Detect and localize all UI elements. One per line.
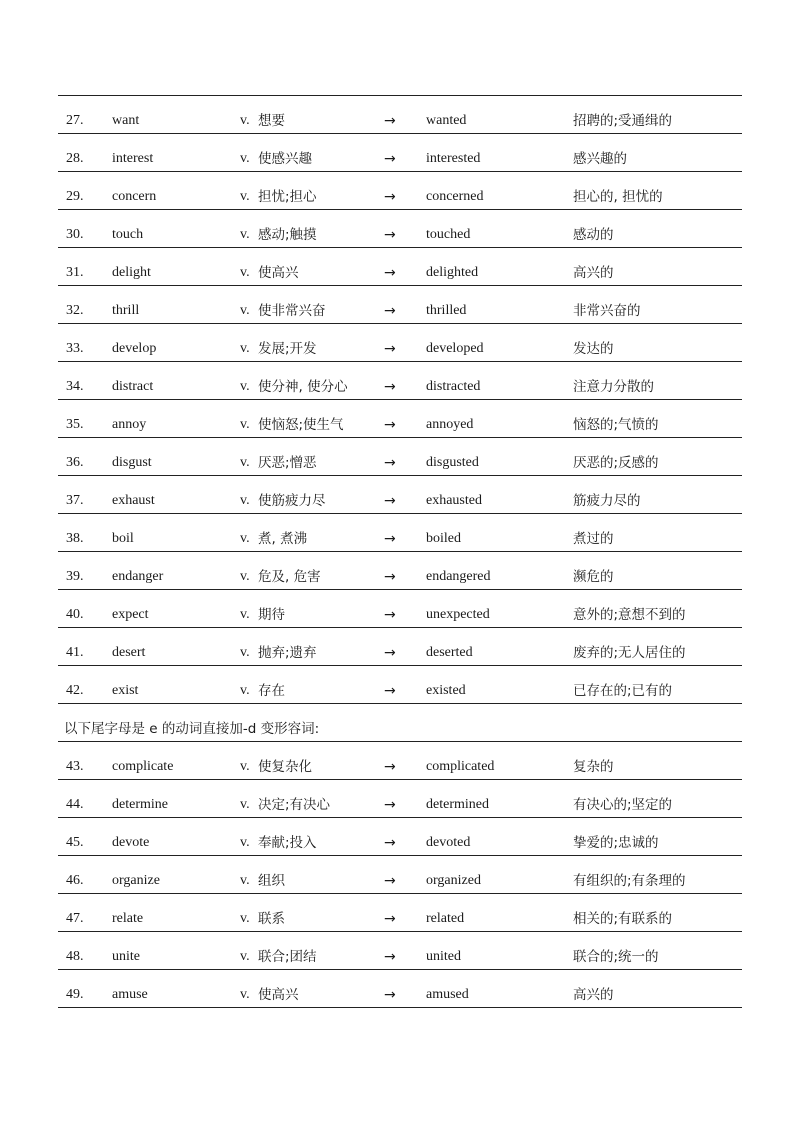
- adjective-word: deserted: [426, 645, 473, 660]
- adjective-word: existed: [426, 683, 466, 698]
- adjective-meaning: 相关的;有联系的: [573, 911, 673, 927]
- entry-number: 41.: [66, 645, 84, 660]
- adjective-meaning: 感动的: [573, 227, 614, 243]
- table-row: [58, 400, 742, 437]
- adjective-meaning: 感兴趣的: [573, 151, 627, 167]
- adjective-word: delighted: [426, 265, 479, 280]
- verb-meaning: 决定;有决心: [258, 797, 331, 813]
- adjective-meaning: 注意力分散的: [573, 379, 654, 395]
- verb-word: concern: [112, 189, 157, 204]
- adjective-meaning: 联合的;统一的: [573, 949, 659, 965]
- verb-word: want: [112, 113, 140, 128]
- adjective-meaning: 高兴的: [573, 987, 614, 1003]
- part-of-speech: v.: [240, 987, 250, 1002]
- part-of-speech: v.: [240, 569, 250, 584]
- table-row: [58, 438, 742, 475]
- verb-word: exist: [112, 683, 139, 698]
- part-of-speech: v.: [240, 683, 250, 698]
- adjective-meaning: 意外的;意想不到的: [573, 607, 686, 623]
- adjective-word: disgusted: [426, 455, 479, 470]
- arrow-icon: →: [384, 569, 396, 585]
- entry-number: 35.: [66, 417, 84, 432]
- adjective-meaning: 已存在的;已有的: [573, 683, 673, 699]
- verb-meaning: 期待: [258, 607, 285, 623]
- arrow-icon: →: [384, 607, 396, 623]
- adjective-meaning: 废弃的;无人居住的: [573, 645, 686, 661]
- arrow-icon: →: [384, 417, 396, 433]
- entry-number: 48.: [66, 949, 84, 964]
- arrow-icon: →: [384, 949, 396, 965]
- adjective-word: boiled: [426, 531, 461, 546]
- verb-meaning: 使高兴: [258, 987, 299, 1003]
- adjective-meaning: 高兴的: [573, 265, 614, 281]
- part-of-speech: v.: [240, 227, 250, 242]
- arrow-icon: →: [384, 379, 396, 395]
- part-of-speech: v.: [240, 759, 250, 774]
- part-of-speech: v.: [240, 303, 250, 318]
- part-of-speech: v.: [240, 379, 250, 394]
- entry-number: 36.: [66, 455, 84, 470]
- section-note: 以下尾字母是 e 的动词直接加-d 变形容词:: [64, 721, 320, 737]
- arrow-icon: →: [384, 303, 396, 319]
- entry-number: 30.: [66, 227, 84, 242]
- entry-number: 33.: [66, 341, 84, 356]
- arrow-icon: →: [384, 265, 396, 281]
- verb-meaning: 使恼怒;使生气: [258, 417, 344, 433]
- verb-meaning: 存在: [258, 683, 285, 699]
- adjective-word: related: [426, 911, 465, 926]
- arrow-icon: →: [384, 113, 396, 129]
- verb-word: annoy: [112, 417, 147, 432]
- table-row: [58, 552, 742, 589]
- verb-word: touch: [112, 227, 144, 242]
- verb-word: thrill: [112, 303, 140, 318]
- entry-number: 39.: [66, 569, 84, 584]
- table-row: [58, 894, 742, 931]
- table-row: [58, 970, 742, 1007]
- arrow-icon: →: [384, 759, 396, 775]
- entry-number: 42.: [66, 683, 84, 698]
- verb-word: endanger: [112, 569, 164, 584]
- verb-meaning: 使筋疲力尽: [258, 493, 326, 509]
- verb-word: expect: [112, 607, 149, 622]
- adjective-meaning: 筋疲力尽的: [573, 493, 641, 509]
- table-row: [58, 324, 742, 361]
- verb-meaning: 使分神, 使分心: [258, 379, 348, 395]
- table-row: [58, 780, 742, 817]
- part-of-speech: v.: [240, 797, 250, 812]
- table-row: [58, 742, 742, 779]
- verb-meaning: 厌恶;憎恶: [258, 455, 317, 471]
- verb-word: exhaust: [112, 493, 155, 508]
- verb-word: desert: [112, 645, 146, 660]
- verb-word: boil: [112, 531, 134, 546]
- table-row: [58, 628, 742, 665]
- part-of-speech: v.: [240, 417, 250, 432]
- entry-number: 43.: [66, 759, 84, 774]
- entry-number: 29.: [66, 189, 84, 204]
- arrow-icon: →: [384, 835, 396, 851]
- table-row: [58, 856, 742, 893]
- adjective-word: exhausted: [426, 493, 482, 508]
- table-row: [58, 514, 742, 551]
- entry-number: 32.: [66, 303, 84, 318]
- part-of-speech: v.: [240, 645, 250, 660]
- entry-number: 28.: [66, 151, 84, 166]
- table-row: [58, 172, 742, 209]
- adjective-word: complicated: [426, 759, 495, 774]
- adjective-word: amused: [426, 987, 469, 1002]
- entry-number: 37.: [66, 493, 84, 508]
- verb-word: devote: [112, 835, 150, 850]
- adjective-meaning: 招聘的;受通缉的: [573, 113, 673, 129]
- section-note-row: [58, 704, 742, 741]
- arrow-icon: →: [384, 227, 396, 243]
- entry-number: 38.: [66, 531, 84, 546]
- entry-number: 31.: [66, 265, 84, 280]
- arrow-icon: →: [384, 645, 396, 661]
- arrow-icon: →: [384, 189, 396, 205]
- adjective-meaning: 濒危的: [573, 569, 614, 585]
- verb-meaning: 担忧;担心: [258, 189, 317, 205]
- table-row: [58, 210, 742, 247]
- verb-meaning: 联系: [258, 911, 285, 927]
- verb-meaning: 组织: [258, 873, 285, 889]
- adjective-word: endangered: [426, 569, 491, 584]
- adjective-word: developed: [426, 341, 484, 356]
- part-of-speech: v.: [240, 531, 250, 546]
- part-of-speech: v.: [240, 607, 250, 622]
- verb-meaning: 使复杂化: [258, 759, 312, 775]
- entry-number: 44.: [66, 797, 84, 812]
- adjective-meaning: 挚爱的;忠诚的: [573, 835, 659, 851]
- verb-meaning: 发展;开发: [258, 341, 317, 357]
- adjective-word: wanted: [426, 113, 467, 128]
- adjective-meaning: 发达的: [573, 341, 614, 357]
- verb-word: organize: [112, 873, 160, 888]
- verb-meaning: 联合;团结: [258, 949, 317, 965]
- arrow-icon: →: [384, 797, 396, 813]
- adjective-meaning: 恼怒的;气愤的: [573, 417, 659, 433]
- verb-word: develop: [112, 341, 157, 356]
- verb-word: determine: [112, 797, 168, 812]
- adjective-meaning: 厌恶的;反感的: [573, 455, 659, 471]
- adjective-word: united: [426, 949, 461, 964]
- entry-number: 27.: [66, 113, 84, 128]
- entry-number: 47.: [66, 911, 84, 926]
- verb-meaning: 危及, 危害: [258, 569, 321, 585]
- entry-number: 34.: [66, 379, 84, 394]
- part-of-speech: v.: [240, 189, 250, 204]
- arrow-icon: →: [384, 341, 396, 357]
- adjective-word: devoted: [426, 835, 471, 850]
- adjective-word: determined: [426, 797, 489, 812]
- table-row: [58, 818, 742, 855]
- adjective-meaning: 煮过的: [573, 531, 614, 547]
- adjective-meaning: 非常兴奋的: [573, 303, 641, 319]
- part-of-speech: v.: [240, 949, 250, 964]
- part-of-speech: v.: [240, 113, 250, 128]
- part-of-speech: v.: [240, 873, 250, 888]
- verb-word: interest: [112, 151, 154, 166]
- adjective-word: organized: [426, 873, 481, 888]
- arrow-icon: →: [384, 151, 396, 167]
- adjective-word: interested: [426, 151, 481, 166]
- verb-meaning: 奉献;投入: [258, 835, 317, 851]
- part-of-speech: v.: [240, 265, 250, 280]
- entry-number: 46.: [66, 873, 84, 888]
- verb-meaning: 使非常兴奋: [258, 303, 326, 319]
- vocab-table: [58, 95, 742, 1008]
- verb-word: unite: [112, 949, 140, 964]
- entry-number: 40.: [66, 607, 84, 622]
- adjective-word: distracted: [426, 379, 481, 394]
- adjective-word: annoyed: [426, 417, 474, 432]
- table-row: [58, 248, 742, 285]
- verb-meaning: 煮, 煮沸: [258, 531, 308, 547]
- adjective-word: thrilled: [426, 303, 467, 318]
- part-of-speech: v.: [240, 835, 250, 850]
- part-of-speech: v.: [240, 455, 250, 470]
- verb-word: complicate: [112, 759, 174, 774]
- part-of-speech: v.: [240, 493, 250, 508]
- verb-meaning: 使感兴趣: [258, 151, 312, 167]
- part-of-speech: v.: [240, 151, 250, 166]
- table-row: [58, 590, 742, 627]
- verb-word: distract: [112, 379, 154, 394]
- table-row: [58, 476, 742, 513]
- verb-meaning: 感动;触摸: [258, 227, 317, 243]
- table-row: [58, 96, 742, 133]
- adjective-word: touched: [426, 227, 471, 242]
- arrow-icon: →: [384, 683, 396, 699]
- verb-meaning: 抛弃;遗弃: [258, 645, 317, 661]
- arrow-icon: →: [384, 455, 396, 471]
- entry-number: 45.: [66, 835, 84, 850]
- arrow-icon: →: [384, 987, 396, 1003]
- table-row: [58, 932, 742, 969]
- adjective-meaning: 复杂的: [573, 759, 614, 775]
- table-rule: [58, 1007, 742, 1008]
- table-row: [58, 362, 742, 399]
- verb-meaning: 想要: [258, 113, 285, 129]
- verb-word: disgust: [112, 455, 152, 470]
- adjective-meaning: 担心的, 担忧的: [573, 189, 663, 205]
- verb-word: delight: [112, 265, 151, 280]
- table-row: [58, 134, 742, 171]
- adjective-word: concerned: [426, 189, 484, 204]
- part-of-speech: v.: [240, 341, 250, 356]
- verb-word: amuse: [112, 987, 148, 1002]
- arrow-icon: →: [384, 873, 396, 889]
- adjective-meaning: 有组织的;有条理的: [573, 873, 686, 889]
- table-row: [58, 666, 742, 703]
- verb-meaning: 使高兴: [258, 265, 299, 281]
- arrow-icon: →: [384, 531, 396, 547]
- verb-word: relate: [112, 911, 144, 926]
- adjective-meaning: 有决心的;坚定的: [573, 797, 673, 813]
- part-of-speech: v.: [240, 911, 250, 926]
- arrow-icon: →: [384, 493, 396, 509]
- table-row: [58, 286, 742, 323]
- entry-number: 49.: [66, 987, 84, 1002]
- adjective-word: unexpected: [426, 607, 490, 622]
- arrow-icon: →: [384, 911, 396, 927]
